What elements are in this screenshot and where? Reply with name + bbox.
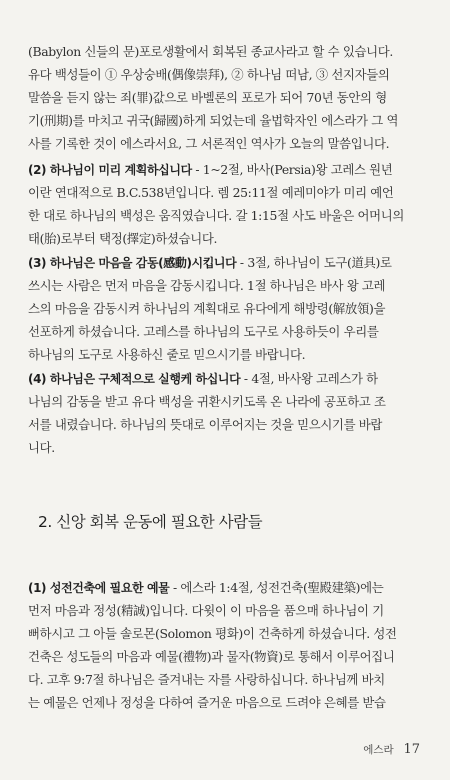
text-line: 니다. (28, 440, 55, 455)
section-heading: 2. 신앙 회복 운동에 필요한 사람들 (38, 513, 263, 531)
text-line: 서를 내렸습니다. 하나님의 뜻대로 이루어지는 것을 믿으시기를 바랍 (28, 417, 383, 432)
text-line: 한 대로 하나님의 백성은 움직였습니다. 갈 1:15절 사도 바울은 어머니의 (28, 208, 405, 223)
point-2-paragraph (28, 158, 426, 250)
point-1-first-line: - 에스라 1:4절, 성전건축(聖殿建築)에는 (169, 580, 384, 595)
point-4-first-line: - 4절, 바사왕 고레스가 하 (240, 371, 378, 386)
point-2-first-line: - 1~2절, 바사(Persia)왕 고레스 원년 (191, 162, 393, 177)
text-line: 나님의 감동을 받고 유다 백성을 귀환시키도록 온 나라에 공포하고 조 (28, 394, 386, 409)
text-line: 선포하게 하셨습니다. 고레스를 하나님의 도구로 사용하듯이 우리를 (28, 324, 379, 339)
text-line: (Babylon 신들의 문)포로생활에서 회복된 종교사라고 할 수 있습니다. (28, 44, 393, 59)
text-line: 하나님의 도구로 사용하신 줄로 믿으시기를 바랍니다. (28, 347, 306, 362)
running-footer-title: 에스라 (363, 744, 394, 756)
point-3-paragraph (28, 251, 426, 366)
text-line: 는 예물은 언제나 정성을 다하여 즐거운 마음으로 드려야 은혜를 받습 (28, 695, 386, 710)
text-line: 기(刑期)를 마치고 귀국(歸國)하게 되었는데 율법학자인 에스라가 그 역 (28, 113, 399, 128)
point-1-paragraph (28, 576, 426, 714)
point-2-lead: (2) 하나님이 미리 계획하십니다 (28, 163, 192, 177)
text-line (28, 367, 426, 390)
text-line (28, 251, 426, 274)
point-4-lead: (4) 하나님은 구체적으로 실행케 하십니다 (28, 372, 241, 386)
text-line: 태(胎)로부터 택정(擇定)하셨습니다. (28, 231, 218, 246)
point-3-lead: (3) 하나님은 마음을 감동(感動)시킵니다 (28, 256, 237, 270)
page-footer (363, 742, 420, 757)
text-line: 이란 연대적으로 B.C.538년입니다. 렘 25:11절 예레미야가 미리 예언 (28, 185, 394, 200)
text-line: 사를 기록한 것이 에스라서요, 그 서론적인 역사가 오늘의 말씀입니다. (28, 136, 390, 151)
point-1-lead: (1) 성전건축에 필요한 예물 (28, 581, 170, 595)
text-line: 다. 고후 9:7절 하나님은 즐겨내는 자를 사랑하십니다. 하나님께 바치 (28, 672, 385, 687)
point-4-paragraph (28, 367, 426, 459)
text-line (28, 576, 426, 599)
text-line (28, 158, 426, 181)
text-line: 뻐하시고 그 아들 솔로몬(Solomon 평화)이 건축하게 하셨습니다. 성전 (28, 626, 397, 641)
intro-paragraph (28, 40, 426, 155)
text-line: 말씀을 듣지 않는 죄(罪)값으로 바벨론의 포로가 되어 70년 동안의 형 (28, 90, 387, 105)
text-line: 스의 마음을 감동시켜 하나님의 계획대로 유다에게 해방령(解放領)을 (28, 301, 386, 316)
text-line: 건축은 성도들의 마음과 예물(禮物)과 물자(物資)로 통해서 이루어집니 (28, 649, 395, 664)
text-line: 먼저 마음과 정성(精誠)입니다. 다윗이 이 마음을 품으매 하나님이 기 (28, 603, 384, 618)
text-line: 쓰시는 사람은 먼저 마음을 감동시킵니다. 1절 하나님은 바사 왕 고레 (28, 278, 386, 293)
text-line: 유다 백성들이 ① 우상숭배(偶像崇拜), ② 하나님 떠남, ③ 선지자들의 (28, 67, 390, 82)
page-number: 17 (403, 742, 420, 757)
point-3-first-line: - 3절, 하나님이 도구(道具)로 (236, 255, 392, 270)
